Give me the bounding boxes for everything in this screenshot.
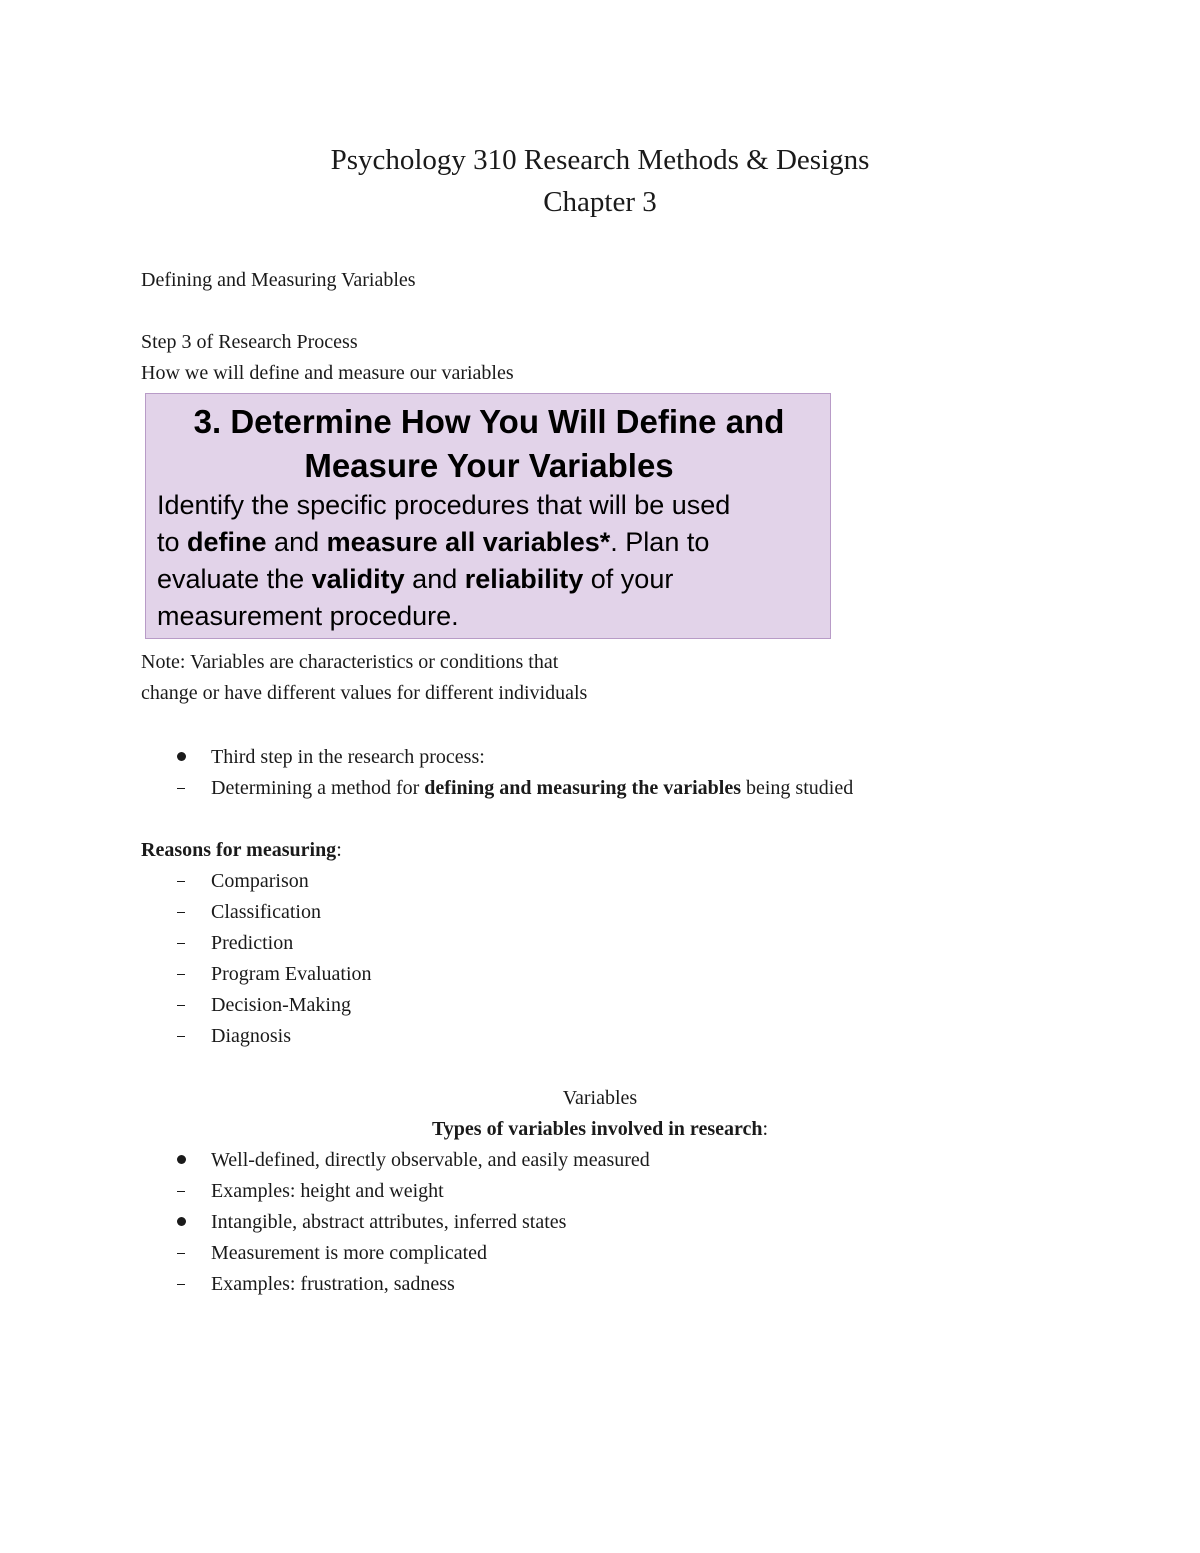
slide-body-line4: measurement procedure.: [157, 601, 459, 631]
list-item: [141, 742, 485, 773]
list-item-text: Diagnosis: [211, 1025, 291, 1047]
list-item-text: Classification: [211, 901, 321, 923]
list-item-text: Third step in the research process:: [211, 746, 485, 768]
dash-icon: [141, 866, 211, 897]
list-item: [141, 1176, 444, 1207]
slide-text: . Plan to: [610, 527, 710, 557]
list-item: [141, 773, 853, 804]
dash-icon: [141, 1238, 211, 1269]
slide-heading: [146, 400, 832, 488]
list-item: [141, 1269, 455, 1300]
bullet-icon: [141, 1145, 211, 1176]
list-item-text: Comparison: [211, 870, 309, 892]
list-item-text: Examples: frustration, sadness: [211, 1273, 455, 1295]
list-item: [141, 1021, 291, 1052]
bullet-icon: [141, 1207, 211, 1238]
reasons-heading-text: Reasons for measuring: [141, 839, 337, 861]
slide-body-line1: Identify the specific procedures that will be used: [157, 490, 731, 520]
dash-icon: [141, 959, 211, 990]
variables-subheading-colon: :: [762, 1118, 769, 1140]
list-item: [141, 1238, 487, 1269]
note-line1: Note: Variables are characteristics or conditions that: [141, 651, 559, 673]
list-item-text: Decision-Making: [211, 994, 351, 1016]
dash-icon: [141, 1021, 211, 1052]
list-item-text: Intangible, abstract attributes, inferred states: [211, 1211, 567, 1233]
dash-icon: [141, 990, 211, 1021]
step-description: How we will define and measure our variables: [141, 362, 514, 384]
variables-heading: Variables: [562, 1087, 638, 1109]
document-title: Psychology 310 Research Methods & Designs: [330, 144, 870, 176]
slide-bold-text: validity: [311, 564, 405, 594]
slide-text: and: [404, 564, 465, 594]
slide-body: [157, 487, 822, 635]
bullet-icon: [141, 742, 211, 773]
section-title: Defining and Measuring Variables: [141, 269, 416, 291]
list-item-text: Examples: height and weight: [211, 1180, 444, 1202]
list-item-text: Prediction: [211, 932, 294, 954]
slide-bold-text: measure all variables*: [326, 527, 611, 557]
step-label: Step 3 of Research Process: [141, 331, 358, 353]
dash-icon: [141, 928, 211, 959]
list-item: [141, 897, 321, 928]
slide-text: and: [266, 527, 327, 557]
note-line2: change or have different values for different individuals: [141, 682, 588, 704]
variables-subheading-text: Types of variables involved in research: [431, 1118, 763, 1140]
list-item-text: Well-defined, directly observable, and easily measured: [211, 1149, 650, 1171]
slide-text: to: [157, 527, 188, 557]
slide-text: of your: [583, 564, 674, 594]
dash-icon: [141, 1269, 211, 1300]
list-item: [141, 1145, 650, 1176]
slide-heading-line1: 3. Determine How You Will Define and: [193, 403, 785, 440]
slide-image: [145, 393, 831, 639]
list-item: [141, 990, 351, 1021]
dash-icon: [141, 897, 211, 928]
dash-icon: [141, 1176, 211, 1207]
list-item-text: Determining a method for: [211, 777, 425, 799]
list-item: [141, 959, 372, 990]
slide-text: evaluate the: [157, 564, 312, 594]
dash-icon: [141, 773, 211, 804]
list-item: [141, 1207, 566, 1238]
slide-body-line2: [157, 524, 822, 561]
reasons-heading: [141, 835, 342, 866]
list-item: [141, 866, 309, 897]
chapter-title: Chapter 3: [543, 186, 657, 218]
slide-bold-text: define: [187, 527, 267, 557]
reasons-heading-colon: :: [336, 839, 342, 861]
slide-bold-text: reliability: [464, 564, 584, 594]
list-item-bold-text: defining and measuring the variables: [424, 777, 741, 799]
slide-heading-line2: Measure Your Variables: [304, 447, 674, 484]
list-item: [141, 928, 293, 959]
list-item-text: being studied: [740, 777, 854, 799]
list-item-text: Measurement is more complicated: [211, 1242, 488, 1264]
list-item-text: Program Evaluation: [211, 963, 372, 985]
variables-subheading: [0, 1114, 1200, 1145]
slide-body-line3: [157, 561, 822, 598]
